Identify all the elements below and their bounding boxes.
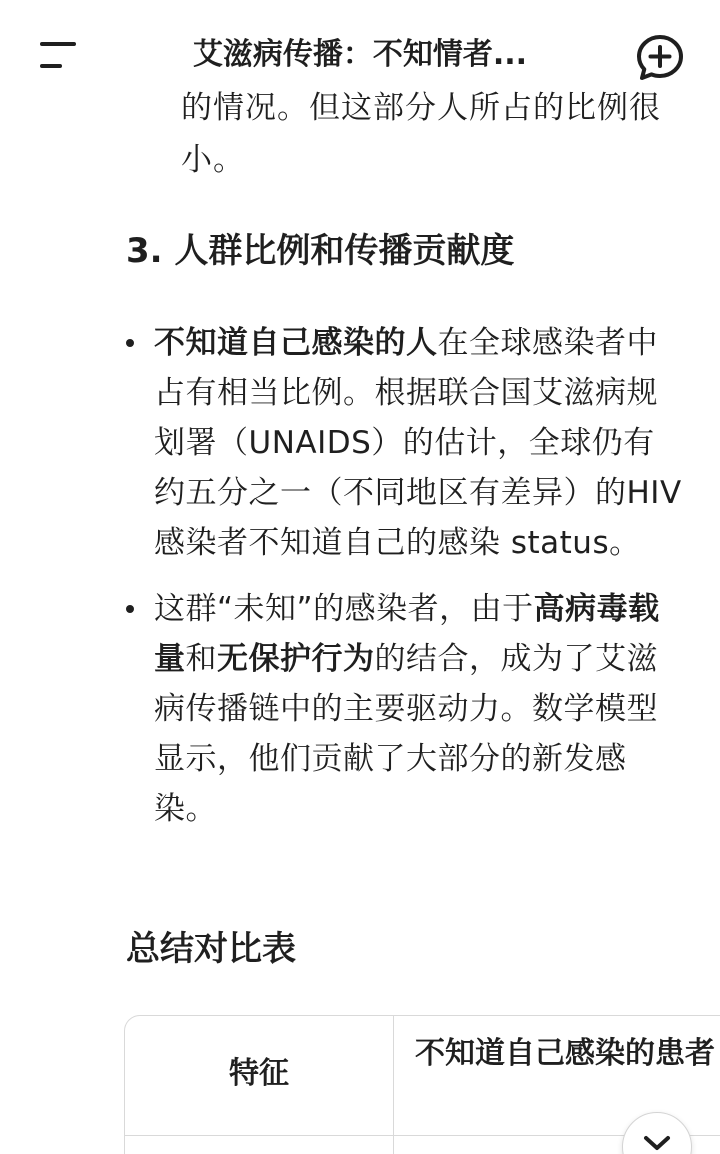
menu-button[interactable]: [26, 22, 90, 86]
new-chat-button[interactable]: [632, 30, 688, 86]
bullet-dot: [126, 339, 134, 347]
summary-heading: 总结对比表: [126, 929, 296, 969]
bullet-bold-text: 无保护行为: [217, 641, 375, 677]
bullet-item: [0, 318, 684, 568]
bullet-text: 的结合，成为了艾滋病传播链中的主要驱动力。数学模型显示，他们贡献了大部分的新发感染。: [154, 641, 658, 827]
top-bar: [0, 0, 720, 82]
bullet-bold-text: 高病毒载量: [154, 591, 660, 677]
table-column-divider: [393, 1016, 394, 1154]
conversation-title[interactable]: 艾滋病传播：不知情者...: [192, 37, 528, 72]
bullet-text: 这群“未知”的感染者，由于: [154, 591, 534, 627]
section-heading: 3. 人群比例和传播贡献度: [126, 231, 515, 271]
new-chat-plus-icon: [632, 30, 688, 86]
bullet-bold-text: 不知道自己感染的人: [154, 325, 438, 361]
table-header-feature: 特征: [229, 1056, 289, 1091]
menu-icon: [40, 64, 62, 68]
table-header-unaware-patients: 不知道自己感染的患者: [415, 1036, 715, 1071]
bullet-text: 和: [185, 641, 217, 677]
bullet-dot: [126, 605, 134, 613]
menu-icon: [40, 42, 76, 46]
bullet-list: [0, 318, 720, 834]
chevron-down-icon: [642, 1133, 672, 1153]
previous-paragraph-fragment: 的情况。但这部分人所占的比例很小。: [181, 90, 661, 178]
bullet-item: [0, 584, 684, 834]
bullet-text: 在全球感染者中占有相当比例。根据联合国艾滋病规划署（UNAIDS）的估计，全球仍有约五分之一（不同地区有差异）的HIV感染者不知道自己的感染 status。: [154, 325, 682, 561]
